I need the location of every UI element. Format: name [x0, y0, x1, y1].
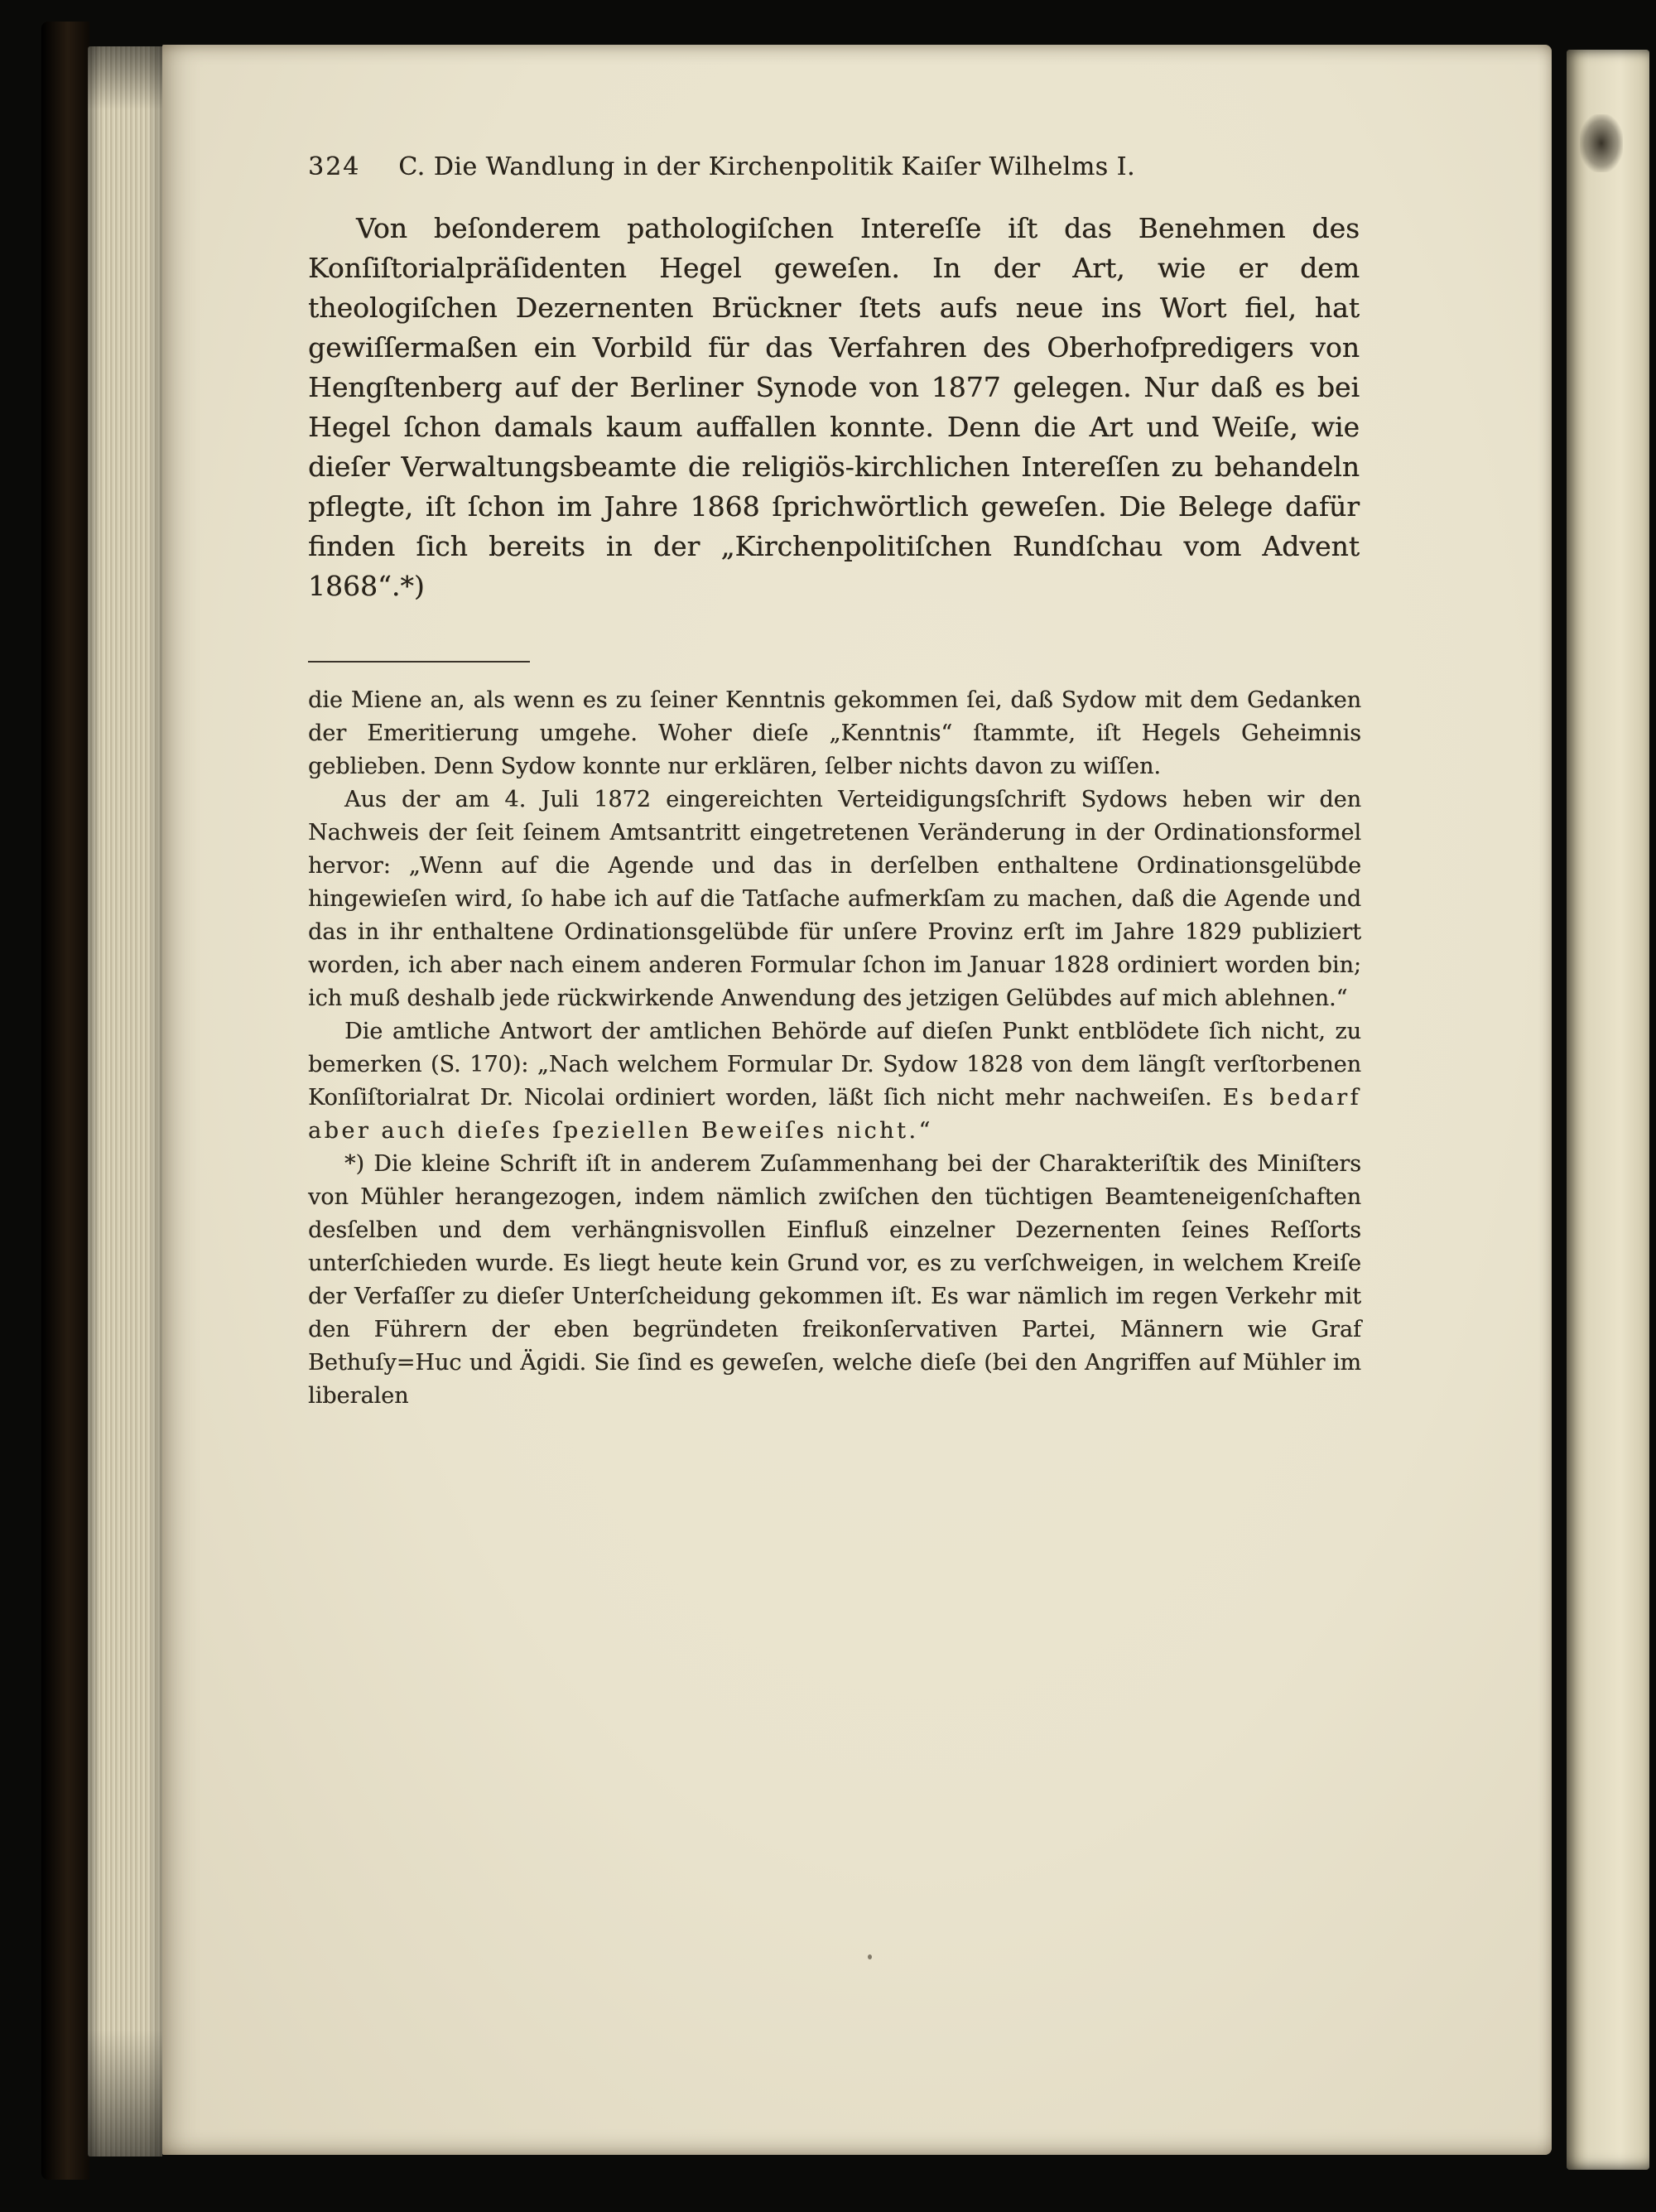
book-cover-edge	[41, 22, 89, 2180]
footnote-paragraph-continuation: die Miene an, als wenn es zu ſeiner Kenntnis gekommen ſei, daß Sydow mit dem Gedanken der Emeritierung umgehe. Woher dieſe „Kenntnis“ ſtammte, iſt Hegels Geheimnis geblieben. Denn Sydow konnte nur erklären, ſelber nichts davon zu wiſſen.	[308, 687, 1361, 779]
footnote-paragraph: Aus der am 4. Juli 1872 eingereichten Verteidigungsſchrift Sydows heben wir den Nachweis der ſeit ſeinem Amtsantritt eingetretenen Veränderung in der Ordinationsformel hervor: „Wenn auf die Agende und das in derſelben enthaltene Ordinationsgelübde hingewieſen wird, ſo habe ich auf die Tatſache aufmerkſam zu machen, daß die Agende und das in ihr enthaltene Ordinationsgelübde für unſere Provinz erſt im Jahre 1829 publiziert worden, ich aber nach einem anderen Formular ſchon im Januar 1828 ordiniert worden bin; ich muß deshalb jede rückwirkende Anwendung des jetzigen Gelübdes auf mich ablehnen.“	[308, 787, 1361, 1011]
footnote-emphasized-text: Es bedarf aber auch dieſes ſpeziellen Beweiſes nicht.“	[308, 1085, 1361, 1144]
footnote-paragraph-asterisk: *) Die kleine Schrift iſt in anderem Zuſammenhang bei der Charakteriſtik des Miniſters von Mühler herangezogen, indem nämlich zwiſchen den tüchtigen Beamteneigenſchaften desſelben und dem verhängnisvollen Einfluß einzelner Dezernenten ſeines Reſſorts unterſchieden wurde. Es liegt heute kein Grund vor, es zu verſchweigen, in welchem Kreiſe der Verfaſſer zu dieſer Unterſcheidung gekommen iſt. Es war nämlich im regen Verkehr mit den Führern der eben begründeten freikonſervativen Partei, Männern wie Graf Bethuſy=Huc und Ägidi. Sie ſind es geweſen, welche dieſe (bei den Angriffen auf Mühler im liberalen	[308, 1151, 1361, 1409]
footnote-separator-rule	[308, 661, 530, 663]
body-paragraph: Von beſonderem pathologiſchen Intereſſe iſt das Benehmen des Konſiſtorialpräſidenten Hegel geweſen. In der Art, wie er dem theologiſchen Dezernenten Brückner ſtets aufs neue ins Wort fiel, hat gewiſſermaßen ein Vorbild für das Verfahren des Oberhofpredigers von Hengſtenberg auf der Berliner Synode von 1877 gelegen. Nur daß es bei Hegel ſchon damals kaum auffallen konnte. Denn die Art und Weiſe, wie dieſer Verwaltungsbeamte die religiös-kirchlichen Intereſſen zu behandeln pflegte, iſt ſchon im Jahre 1868 ſprichwörtlich geweſen. Die Belege dafür finden ſich bereits in der „Kirchenpolitiſchen Rundſchau vom Advent 1868“.*)	[308, 212, 1360, 602]
adjacent-page-dark-mark	[1580, 114, 1623, 172]
page-edges-stack	[88, 46, 162, 2157]
page-number: 324	[308, 152, 361, 181]
page-header	[308, 152, 1361, 181]
footnote-text: Die amtliche Antwort der amtlichen Behörde auf dieſen Punkt entblödete ſich nicht, zu bemerken (S. 170): „Nach welchem Formular Dr. Sydow 1828 von dem längſt verſtorbenen Konſiſtorialrat Dr. Nicolai ordiniert worden, läßt ſich nicht mehr nachweiſen.	[308, 1019, 1361, 1111]
paper-speck	[868, 1954, 872, 1959]
footnote-paragraph	[308, 1015, 1361, 1148]
footnotes-block	[308, 684, 1361, 1413]
book-page	[162, 45, 1552, 2155]
running-title: C. Die Wandlung in der Kirchenpolitik Kaiſer Wilhelms I.	[398, 152, 1135, 181]
adjacent-page-edge	[1567, 50, 1649, 2170]
